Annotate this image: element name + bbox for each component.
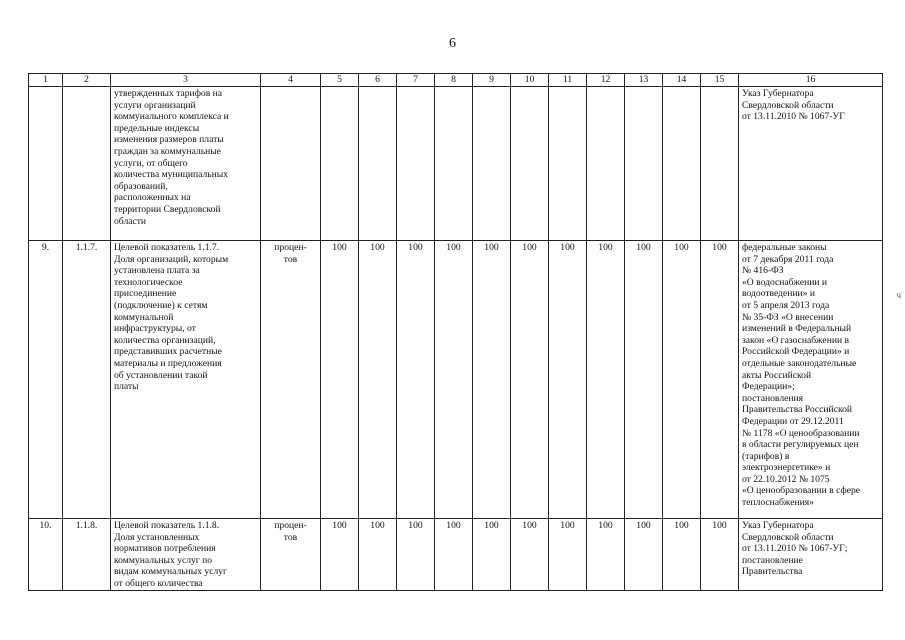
value-cell — [473, 87, 511, 241]
text-line: (подключение) к сетям — [114, 299, 208, 311]
indicator-code: 1.1.8. — [63, 519, 111, 591]
text-line: предельные индексы — [114, 122, 200, 134]
row-number — [29, 87, 63, 241]
value-cell: 100 — [359, 519, 397, 591]
value-cell — [397, 87, 435, 241]
text-line: коммунальной — [114, 311, 174, 323]
value-cell — [625, 87, 663, 241]
text-line: акты Российской — [742, 369, 812, 381]
value-cell: 100 — [321, 241, 359, 519]
indicator-code — [63, 87, 111, 241]
text-line: водоотведении» и — [742, 288, 816, 300]
text-line: № 416-ФЗ — [742, 265, 784, 277]
text-line: № 1178 «О ценообразовании — [742, 427, 860, 439]
text-line: Доля установленных — [114, 531, 200, 543]
value-cell — [663, 87, 701, 241]
value-cell: 100 — [321, 519, 359, 591]
row-number: 10. — [29, 519, 63, 591]
value-cell: 100 — [511, 241, 549, 519]
text-line: образований, — [114, 180, 168, 192]
text-line: постановление — [742, 554, 803, 566]
header-cell: 1 — [29, 74, 63, 87]
value-cell: 100 — [473, 519, 511, 591]
header-cell: 14 — [663, 74, 701, 87]
text-line: Указ Губернатора — [742, 88, 814, 99]
text-line: процен- — [274, 520, 307, 531]
value-cell: 100 — [587, 519, 625, 591]
text-line: коммунального комплекса и — [114, 111, 229, 123]
text-line: Свердловской области — [742, 531, 834, 543]
text-line: Правительства Российской — [742, 404, 853, 416]
header-cell: 9 — [473, 74, 511, 87]
header-cell: 15 — [701, 74, 739, 87]
text-line: № 35-ФЗ «О внесении — [742, 311, 834, 323]
value-cell: 100 — [625, 241, 663, 519]
text-line: количества муниципальных — [114, 169, 229, 181]
value-cell: 100 — [663, 519, 701, 591]
header-cell: 8 — [435, 74, 473, 87]
text-line: количества организаций, — [114, 334, 216, 346]
text-line: территории Свердловской — [114, 203, 221, 215]
text-line: (тарифов) в — [742, 450, 790, 462]
table-row — [29, 519, 883, 591]
legal-basis — [739, 87, 883, 241]
value-cell: 100 — [663, 241, 701, 519]
value-cell — [511, 87, 549, 241]
text-line: инфраструктуры, от — [114, 323, 196, 335]
value-cell: 100 — [435, 241, 473, 519]
unit-cell — [261, 519, 321, 591]
header-cell: 6 — [359, 74, 397, 87]
header-cell: 3 — [111, 74, 261, 87]
value-cell: 100 — [549, 241, 587, 519]
legal-basis — [739, 519, 883, 591]
text-line: Целевой показатель 1.1.7. — [114, 242, 220, 253]
value-cell: 100 — [701, 241, 739, 519]
text-line: присоединение — [114, 288, 177, 300]
value-cell — [587, 87, 625, 241]
text-line: закон «О газоснабжении в — [742, 334, 850, 346]
page-number: 6 — [449, 36, 456, 51]
value-cell: 100 — [587, 241, 625, 519]
text-line: представивших расчетные — [114, 346, 222, 358]
text-line: Федерации от 29.12.2011 — [742, 415, 844, 427]
text-line: Свердловской области — [742, 99, 834, 111]
text-line: области — [114, 215, 147, 227]
text-line: изменения размеров платы — [114, 134, 224, 146]
header-row — [29, 74, 883, 87]
text-line: процен- — [274, 242, 307, 253]
text-line: технологическое — [114, 276, 183, 288]
indicator-code: 1.1.7. — [63, 241, 111, 519]
text-line: тов — [283, 253, 298, 265]
value-cell: 100 — [435, 519, 473, 591]
text-line: граждан за коммунальные — [114, 145, 221, 157]
text-line: от 5 апреля 2013 года — [742, 299, 830, 311]
value-cell — [359, 87, 397, 241]
header-cell: 4 — [261, 74, 321, 87]
text-line: об установлении такой — [114, 369, 208, 381]
margin-mark: ч — [896, 290, 901, 300]
text-line: расположенных на — [114, 192, 191, 204]
header-cell: 10 — [511, 74, 549, 87]
text-line: от 22.10.2012 № 1075 — [742, 473, 830, 485]
text-line: «О водоснабжении и — [742, 276, 828, 288]
text-line: федеральные законы — [742, 242, 827, 253]
value-cell — [321, 87, 359, 241]
text-line: тов — [283, 531, 298, 543]
text-line: постановления — [742, 392, 804, 404]
text-line: видам коммунальных услуг — [114, 566, 227, 578]
table-row — [29, 241, 883, 519]
legal-basis — [739, 241, 883, 519]
text-line: от общего количества — [114, 577, 203, 589]
value-cell — [435, 87, 473, 241]
value-cell: 100 — [625, 519, 663, 591]
header-cell: 2 — [63, 74, 111, 87]
text-line: отдельные законодательные — [742, 357, 857, 369]
table-row — [29, 87, 883, 241]
header-cell: 16 — [739, 74, 883, 87]
value-cell — [549, 87, 587, 241]
indicator-table — [28, 73, 883, 591]
value-cell: 100 — [701, 519, 739, 591]
value-cell: 100 — [359, 241, 397, 519]
text-line: электроэнергетике» и — [742, 462, 831, 474]
indicator-name — [111, 519, 261, 591]
header-cell: 13 — [625, 74, 663, 87]
text-line: теплоснабжения» — [742, 497, 814, 509]
text-line: от 13.11.2010 № 1067-УГ; — [742, 543, 848, 555]
text-line: материалы и предложения — [114, 357, 222, 369]
header-cell: 12 — [587, 74, 625, 87]
text-line: в области регулируемых цен — [742, 439, 859, 451]
unit-cell — [261, 87, 321, 241]
text-line: услуги, от общего — [114, 157, 188, 169]
value-cell — [701, 87, 739, 241]
text-line: от 13.11.2010 № 1067-УГ — [742, 111, 845, 123]
text-line: платы — [114, 381, 139, 393]
text-line: Российской Федерации» и — [742, 346, 850, 358]
text-line: услуги организаций — [114, 99, 196, 111]
header-cell: 7 — [397, 74, 435, 87]
text-line: изменений в Федеральный — [742, 323, 852, 335]
value-cell: 100 — [473, 241, 511, 519]
indicator-name — [111, 87, 261, 241]
value-cell: 100 — [511, 519, 549, 591]
text-line: Правительства — [742, 566, 803, 578]
text-line: Целевой показатель 1.1.8. — [114, 520, 220, 531]
text-line: Доля организаций, которым — [114, 253, 229, 265]
text-line: утвержденных тарифов на — [114, 88, 223, 99]
value-cell: 100 — [397, 519, 435, 591]
text-line: Федерации»; — [742, 381, 795, 393]
header-cell: 5 — [321, 74, 359, 87]
value-cell: 100 — [397, 241, 435, 519]
text-line: от 7 декабря 2011 года — [742, 253, 834, 265]
text-line: коммунальных услуг по — [114, 554, 213, 566]
row-number: 9. — [29, 241, 63, 519]
text-line: Указ Губернатора — [742, 520, 814, 531]
text-line: «О ценообразовании в сфере — [742, 485, 861, 497]
text-line: нормативов потребления — [114, 543, 216, 555]
value-cell: 100 — [549, 519, 587, 591]
indicator-name — [111, 241, 261, 519]
header-cell: 11 — [549, 74, 587, 87]
unit-cell — [261, 241, 321, 519]
text-line: установлена плата за — [114, 265, 200, 277]
